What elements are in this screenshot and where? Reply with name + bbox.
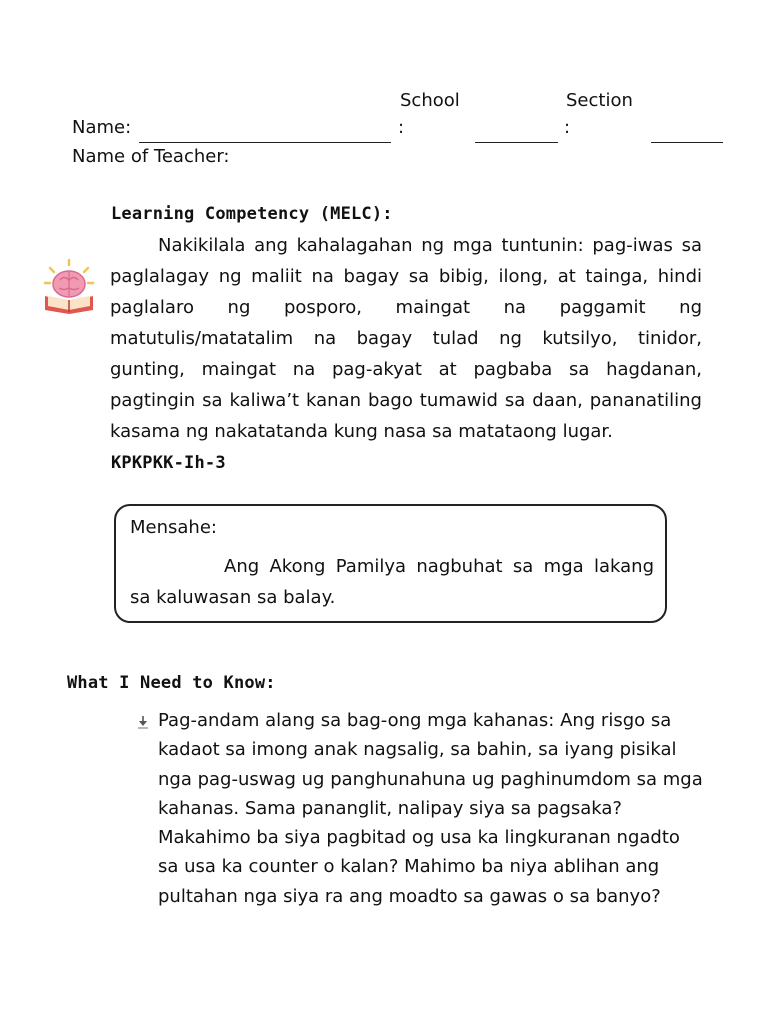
- competency-line: matutulis/matatalim na bagay tulad ng kutsilyo, tinidor,: [110, 328, 702, 349]
- competency-line: Nakikilala ang kahalagahan ng mga tuntunin: pag-iwas sa: [158, 235, 702, 256]
- school-label: School: [400, 90, 460, 111]
- section-label: Section: [566, 90, 633, 111]
- need-to-know-line: sa usa ka counter o kalan? Mahimo ba niya ablihan ang: [158, 856, 660, 878]
- brain-book-icon: [40, 258, 98, 316]
- need-to-know-line: Makahimo ba siya pagbitad og usa ka lingkuranan ngadto: [158, 827, 680, 849]
- teacher-label: Name of Teacher:: [72, 146, 230, 167]
- competency-line: pagtingin sa kaliwa’t kanan bago tumawid sa daan, pananatiling: [110, 390, 702, 411]
- competency-line: paglalagay ng maliit na bagay sa bibig, ilong, at tainga, hindi: [110, 266, 702, 287]
- need-to-know-line: nga pag-uswag ug panghunahuna ug paghinumdom sa mga: [158, 768, 703, 790]
- school-field-line[interactable]: [475, 142, 558, 143]
- competency-line: kasama ng nakatatanda kung nasa sa matataong lugar.: [110, 421, 613, 442]
- need-to-know-line: kahanas. Sama pananglit, nalipay siya sa pagsaka?: [158, 797, 622, 819]
- message-line-2: sa kaluwasan sa balay.: [130, 587, 336, 608]
- need-to-know-heading: What I Need to Know:: [67, 673, 276, 693]
- need-to-know-line: kadaot sa imong anak nagsalig, sa bahin, sa iyang pisikal: [158, 739, 677, 761]
- need-to-know-line: pultahan nga siya ra ang moadto sa gawas o sa banyo?: [158, 885, 661, 907]
- need-to-know-line: Pag-andam alang sa bag-ong mga kahanas: Ang risgo sa: [158, 710, 672, 731]
- name-field-line[interactable]: [139, 142, 391, 143]
- competency-heading: Learning Competency (MELC):: [111, 204, 393, 224]
- name-label: Name:: [72, 117, 132, 138]
- competency-line: paglalaro ng posporo, maingat na paggamit ng: [110, 297, 702, 318]
- message-label: Mensahe:: [130, 517, 217, 538]
- competency-text: [110, 230, 702, 447]
- message-line-1: Ang Akong Pamilya nagbuhat sa mga lakang: [224, 556, 654, 577]
- arrow-bullet-icon: [136, 714, 150, 728]
- competency-code: KPKPKK-Ih-3: [111, 453, 226, 473]
- competency-line: gunting, maingat na pag-akyat at pagbaba sa hagdanan,: [110, 359, 702, 380]
- school-colon: :: [398, 117, 405, 138]
- need-to-know-text: [158, 706, 718, 911]
- section-field-line[interactable]: [651, 142, 723, 143]
- section-colon: :: [564, 117, 571, 138]
